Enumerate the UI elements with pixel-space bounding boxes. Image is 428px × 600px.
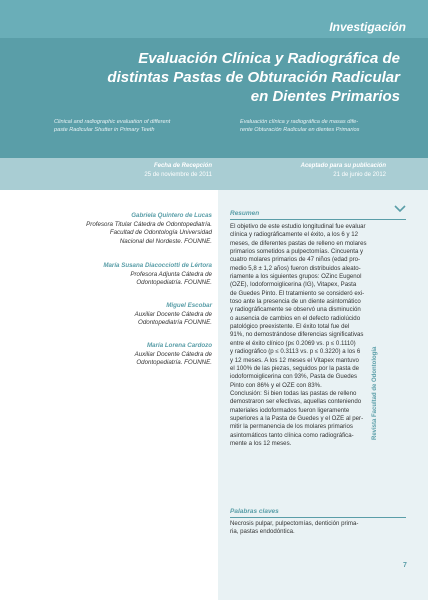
- title-line: distintas Pastas de Obturación Radicular: [107, 69, 400, 86]
- author-affiliation: Nacional del Nordeste. FOUNNE.: [119, 237, 212, 245]
- author-affiliation: Profesora Titular Cátedra de Odontopediatría.: [86, 220, 212, 228]
- author-name: María Susana Diacocciotti de Lértora: [103, 262, 212, 269]
- abstract-line: (OZE), Iodoformoiglicerina (IG), Vitapex, Pasta: [230, 281, 357, 289]
- abstract-line: patológico preexistente. El éxito total fue del: [230, 323, 350, 331]
- english-title: [54, 118, 219, 134]
- title-line: en Dientes Primarios: [250, 88, 400, 105]
- author-block: [135, 342, 212, 368]
- abstract-line: mente a los 12 meses.: [230, 439, 292, 447]
- author-block: [103, 262, 212, 288]
- abstract-line: de Guedes Pinto. El tratamiento se consideró exi-: [230, 289, 365, 297]
- abstract-line: y radiográfico (p ≤ 0.3113 vs. p ≤ 0.3220) a los 6: [230, 348, 361, 356]
- author-block: [135, 302, 212, 328]
- accepted-value: 21 de junio de 2012: [333, 172, 386, 178]
- received-value: 25 de noviembre de 2011: [144, 172, 212, 178]
- journal-name: Revista Facultad de Odontología: [372, 346, 378, 440]
- abstract-line: iodoformoiglicerina con 93%, Pasta de Guedes: [230, 373, 358, 381]
- author-affiliation: Facultad de Odontología Universidad: [109, 229, 212, 236]
- abstract-line: materiales iodoformados fueron ligeramente: [230, 406, 350, 414]
- abstract-line: El objetivo de este estudio longitudinal fue evaluar: [230, 223, 366, 230]
- accepted-date: [238, 162, 386, 180]
- abstract-line: y 12 meses. A los 12 meses el Vitapex mantuvo: [230, 356, 359, 364]
- spanish-subtitle-line: Evaluación clínica y radiográfica de masas dife-: [240, 119, 359, 125]
- abstract-heading: Resumen: [230, 210, 260, 217]
- title-line: Evaluación Clínica y Radiográfica de: [138, 50, 400, 67]
- author-affiliation: Odontopediatría FOUNNE.: [138, 319, 212, 326]
- keywords-divider: [230, 517, 406, 518]
- author-name: María Lorena Cardozo: [147, 342, 212, 349]
- abstract-body: [230, 223, 406, 448]
- spanish-subtitle: [240, 118, 400, 134]
- received-date: [80, 162, 212, 180]
- abstract-line: 91%, no demostrándose diferencias significativas: [230, 331, 364, 339]
- keywords-line: ria, pastas endodóntica.: [230, 528, 295, 536]
- abstract-line: asintomáticos tanto clínica como radiográfica-: [230, 431, 354, 439]
- abstract-line: meses, de diferentes pastas de relleno en molares: [230, 239, 367, 247]
- english-title-line: paste Radicular Shutter in Primary Teeth: [54, 127, 155, 133]
- abstract-panel: [218, 190, 428, 600]
- abstract-line: Pinto con 86% y el OZE con 83%.: [230, 381, 322, 389]
- abstract-line: o ausencia de cambios en el defecto radiolúcido: [230, 314, 361, 322]
- abstract-line: medio 5,8 ± 1,2 años) fueron distribuidos aleato-: [230, 264, 361, 272]
- abstract-line: clínica y radiográficamente el éxito, a los 6 y 12: [230, 231, 359, 239]
- authors-column: [0, 190, 218, 600]
- author-affiliation: Odontopediatría. FOUNNE.: [136, 359, 212, 366]
- abstract-line: el 100% de las piezas, seguidos por la pasta de: [230, 364, 360, 372]
- author-affiliation: Auxiliar Docente Cátedra de: [134, 310, 212, 318]
- abstract-line: riamente a los siguientes grupos: OZinc Eugenol: [230, 273, 362, 281]
- spanish-subtitle-line: rente Obturación Radicular en dientes Primarios: [240, 127, 360, 133]
- abstract-line: mitir la permanencia de los molares primarios: [230, 423, 353, 431]
- accepted-label: Aceptado para su publicación: [300, 163, 386, 169]
- author-name: Gabriela Quintero de Lucas: [131, 212, 212, 219]
- keywords-heading: Palabras claves: [230, 508, 279, 515]
- abstract-line: cuatro molares primarios de 47 niños (edad pro-: [230, 256, 361, 264]
- abstract-line: entre el éxito clínico (p≤ 0.2069 vs. p ≤ 0.1110): [230, 339, 356, 347]
- keywords-line: Necrosis pulpar, pulpectomías, dentición prima-: [230, 520, 359, 527]
- author-affiliation: Profesora Adjunta Cátedra de: [130, 270, 212, 278]
- chevron-down-icon: [394, 205, 406, 213]
- author-block: [86, 212, 212, 246]
- abstract-divider: [230, 219, 406, 220]
- article-title: [40, 49, 400, 106]
- abstract-line: demostraron ser efectivas, aquellas conteniendo: [230, 398, 362, 406]
- article-header: [0, 0, 428, 158]
- abstract-line: superiores a la Pasta de Guedes y el OZE al per-: [230, 414, 364, 422]
- section-label: Investigación: [329, 20, 406, 34]
- abstract-line: y radiográficamente se observó una disminución: [230, 306, 361, 314]
- abstract-line: primarios sometidos a pulpectomías. Cincuenta y: [230, 248, 364, 256]
- abstract-line: toso ante la presencia de un diente asintomático: [230, 298, 361, 306]
- author-name: Miguel Escobar: [166, 302, 212, 309]
- page-number: 7: [403, 562, 407, 569]
- dates-band: [0, 158, 428, 190]
- received-label: Fecha de Recepción: [153, 163, 212, 169]
- abstract-line: Conclusión: Si bien todas las pastas de relleno: [230, 389, 357, 397]
- author-affiliation: Auxiliar Docente Cátedra de: [134, 350, 212, 358]
- english-title-line: Clinical and radiographic evaluation of different: [54, 119, 171, 125]
- keywords-body: [230, 520, 406, 537]
- author-affiliation: Odontopediatría. FOUNNE.: [136, 279, 212, 286]
